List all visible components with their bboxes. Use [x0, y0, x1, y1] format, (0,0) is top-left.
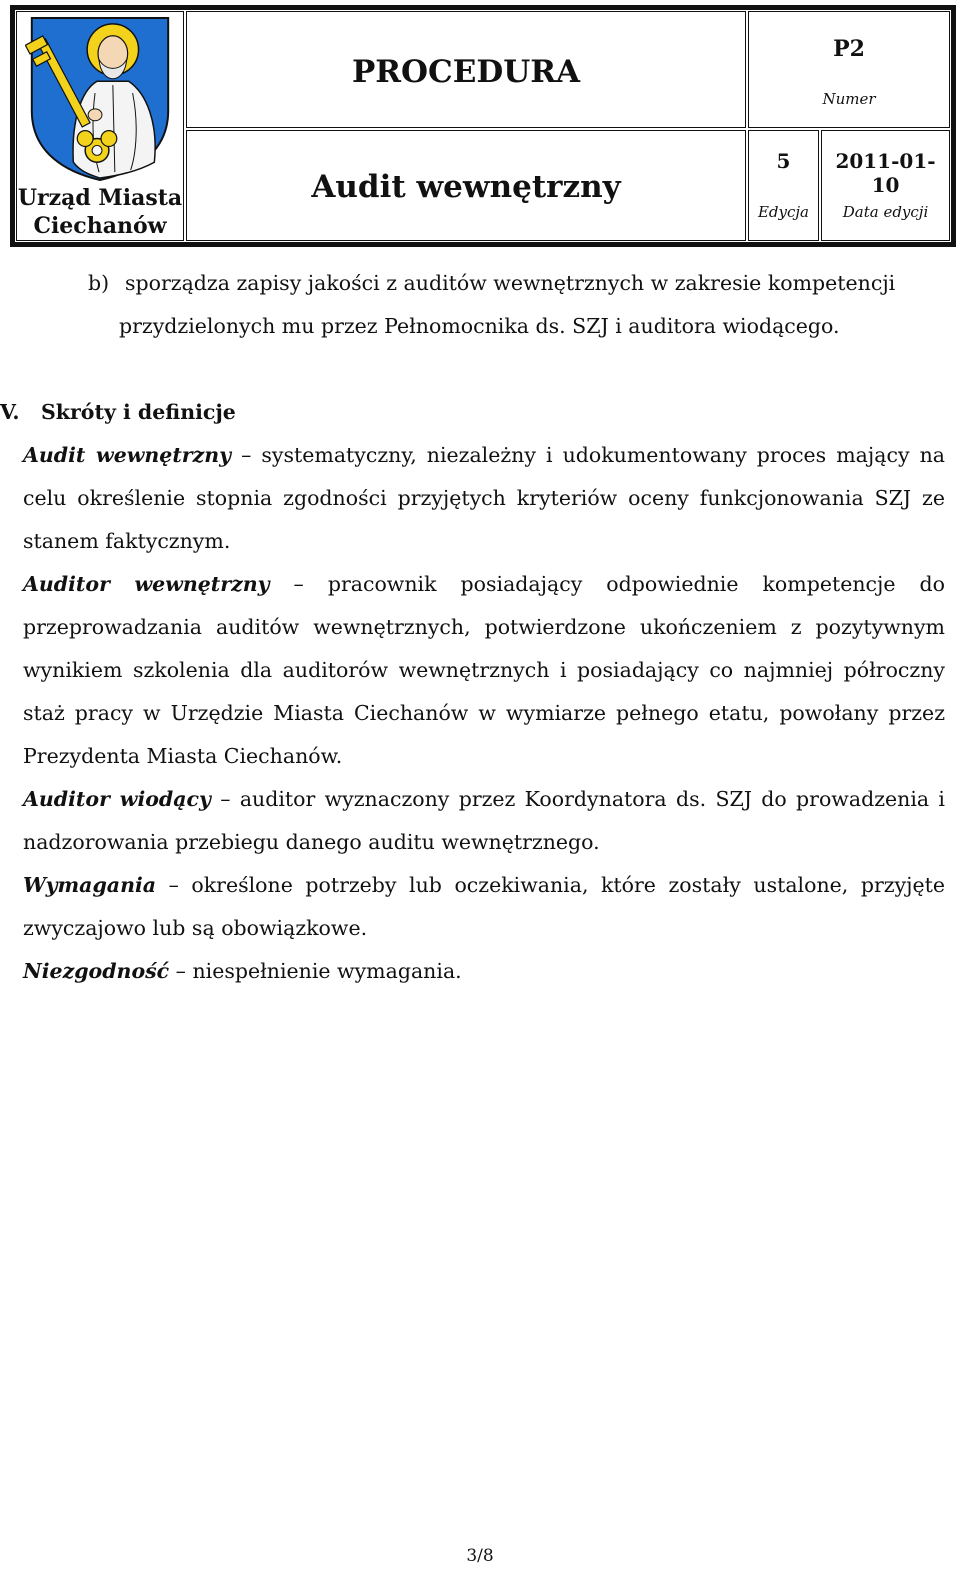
edition-label: Edycja [757, 203, 810, 221]
section-number: V. [0, 400, 20, 424]
office-name-line2: Ciechanów [33, 213, 167, 239]
definition-text: – pracownik posiadający odpowiednie kompetencje do przeprowadzania auditów wewnętrznych, potwierdzone ukończeniem z pozytywnym wynikiem szkolenia dla auditorów wewnętrznych i posiadający co najmniej półroczny staż pracy w Urzędzie Miasta Ciechanów w wymiarze pełnego etatu, powołany przez Prezydenta Miasta Ciechanów. [23, 572, 945, 768]
office-name-line1: Urząd Miasta [17, 185, 183, 211]
list-marker: b) [88, 271, 110, 295]
definition-term: Wymagania [23, 873, 157, 897]
page-number: 3/8 [466, 1546, 494, 1566]
number-cell [748, 11, 950, 128]
definition-text: – auditor wyznaczony przez Koordynatora ds. SZJ do prowadzenia i nadzorowania przebiegu danego auditu wewnętrznego. [23, 787, 945, 854]
office-name [18, 184, 182, 240]
document-body [0, 262, 945, 993]
section-title: Skróty i definicje [41, 400, 236, 424]
definition-term: Audit wewnętrzny [23, 443, 232, 467]
edition-date-cell [821, 130, 950, 241]
document-header [10, 5, 956, 247]
definition-text: – niespełnienie wymagania. [169, 959, 462, 983]
definition-term: Auditor wiodący [23, 787, 211, 811]
title-cell [186, 11, 746, 128]
section-heading [0, 391, 945, 434]
procedure-number-label: Numer [822, 90, 876, 108]
document-type-title: PROCEDURA [351, 53, 581, 90]
edition-cell [748, 130, 819, 241]
definition-text: – określone potrzeby lub oczekiwania, które zostały ustalone, przyjęte zwyczajowo lub są obowiązkowe. [23, 873, 945, 940]
subject-cell [186, 130, 746, 241]
definition-wymagania [23, 864, 945, 950]
logo-cell [16, 11, 184, 241]
list-item [23, 262, 945, 348]
definition-text: – systematyczny, niezależny i udokumentowany proces mający na celu określenie stopnia zgodności przyjętych kryteriów oceny funkcjonowania SZJ ze stanem faktycznym. [23, 443, 945, 553]
procedure-number: P2 [833, 36, 865, 62]
coat-of-arms-icon [25, 14, 175, 182]
edition-number: 5 [776, 149, 791, 173]
definition-term: Auditor wewnętrzny [23, 572, 270, 596]
definition-audit-wewnetrzny [23, 434, 945, 563]
edition-date-label: Data edycji [842, 203, 929, 221]
edition-date: 2011-01-10 [835, 149, 936, 197]
definition-auditor-wiodacy [23, 778, 945, 864]
procedure-subject: Audit wewnętrzny [311, 168, 621, 205]
definition-niezgodnosc [23, 950, 945, 993]
definition-term: Niezgodność [23, 959, 170, 983]
list-item-text: sporządza zapisy jakości z auditów wewnętrznych w zakresie kompetencji przydzielonych mu przez Pełnomocnika ds. SZJ i auditora wiodącego. [119, 271, 896, 338]
definition-auditor-wewnetrzny [23, 563, 945, 778]
